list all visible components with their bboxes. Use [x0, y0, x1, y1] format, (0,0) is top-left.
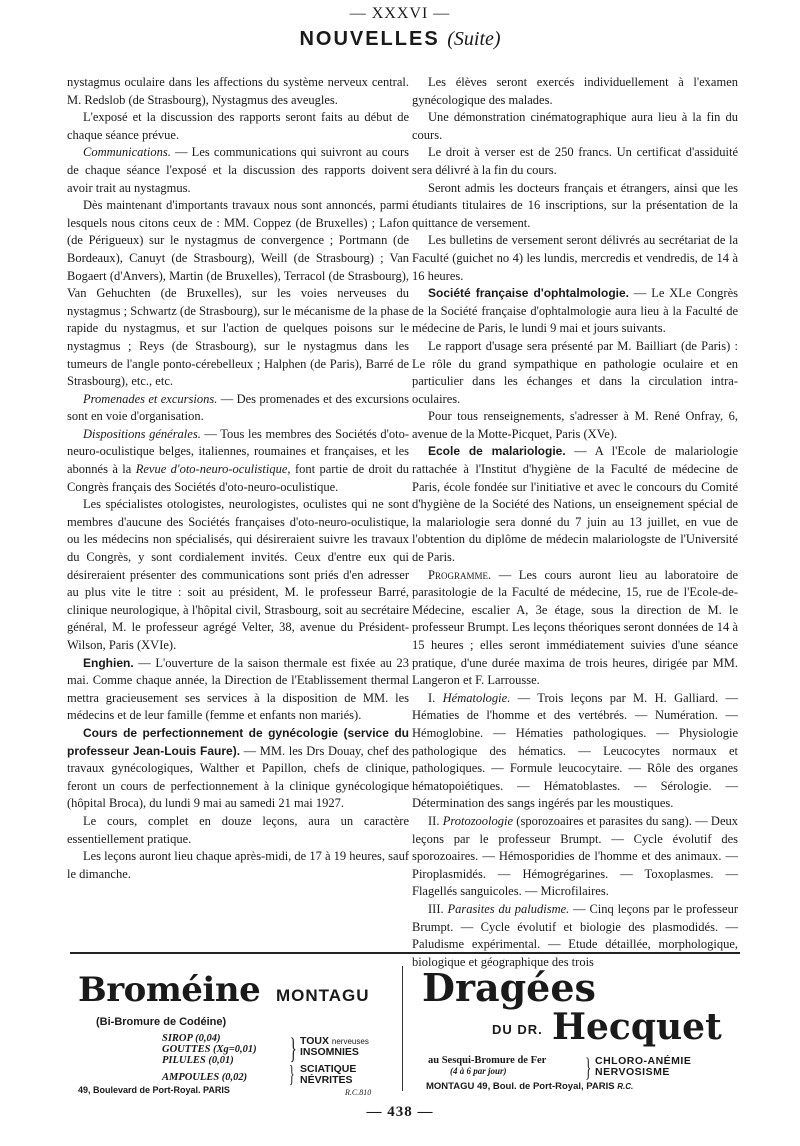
brace-icon: }: [288, 1062, 295, 1088]
ad-code: R.C.810: [345, 1088, 372, 1097]
dosage-item: AMPOULES (0,02): [162, 1072, 248, 1083]
section-number: III.: [428, 901, 448, 916]
ad-address: 49, Boulevard de Port-Royal. PARIS: [78, 1085, 230, 1095]
brace-icon: }: [289, 1032, 297, 1065]
ad-brand-name: Hecquet: [552, 1006, 722, 1048]
ad-subtitle: (Bi-Bromure de Codéine): [96, 1016, 227, 1028]
left-column: [67, 74, 409, 883]
paragraph: nystagmus oculaire dans les affections du système nerveux central. M. Redslob (de Strasbourg), Nystagmus des aveugles.: [67, 75, 409, 107]
paragraph: Le cours, complet en douze leçons, aura un caractère essentiellement pratique.: [67, 813, 409, 846]
ad-maker: MONTAGU: [276, 986, 370, 1005]
paragraph-text: — MM. les Drs Douay, chef des travaux gynécologiques, Walther et Papillon, chefs de clinique, feront un cours de perfectionnement à la clinique gynécologique (hôpital Broca), du lundi 9 mai au samedi 21 mai 1927.: [67, 743, 410, 811]
dosage-item: PILULES (0,01): [162, 1055, 234, 1066]
paragraph: Les élèves seront exercés individuellement à l'examen gynécologique des malades.: [412, 75, 738, 107]
indication: TOUX nerveuses: [300, 1035, 369, 1047]
paragraph: Dès maintenant d'importants travaux nous sont annoncés, parmi lesquels nous citons ceux de : MM. Coppez (de Bruxelles) ; Lafon (de Périgueux) sur le nystagmus de convergence ; Portmann (de Bordeaux), Canuyt (de Strasbourg), Weill (de Strasbourg) ; Van Bogaert (d'Anvers), Martin (de Bruxelles), Terracol (de Strasbourg), Van Gehuchten (de Bruxelles), sur les voies nerveuses du nystagmus ; Schwartz (de Strasbourg), sur le mécanisme de la phase rapide du nystagmus, et sur l'action de quelques poisons sur le nystagmus ; Reys (de Strasbourg), sur le nystagmus dans les tumeurs de l'angle ponto-cérebelleux ; Halphen (de Paris), Barré de Strasbourg), etc., etc.: [67, 198, 409, 389]
paragraph: Une démonstration cinématographique aura lieu à la fin du cours.: [412, 110, 738, 142]
indication: INSOMNIES: [300, 1046, 359, 1058]
paragraph-heading: Ecole de malariologie.: [428, 444, 566, 459]
paragraph-heading: Parasites du paludisme.: [447, 901, 570, 916]
paragraph-text: — Des promenades et des excursions sont en voie d'organisation.: [67, 391, 409, 424]
advertisements: [70, 958, 740, 1098]
paragraph: [67, 725, 409, 813]
paragraph: [412, 567, 738, 690]
ad-dosage-list: [162, 1033, 257, 1083]
ad-composition: [428, 1055, 546, 1077]
right-column: [412, 74, 738, 971]
paragraph-heading: Promenades et excursions.: [83, 391, 218, 406]
roman-page-number: — XXXVI —: [349, 5, 451, 22]
ad-indications: [300, 1036, 369, 1086]
paragraph: Les leçons auront lieu chaque après-midi, de 17 à 19 heures, sauf le dimanche.: [67, 849, 409, 881]
indication: NÉVRITES: [300, 1074, 353, 1086]
paragraph-heading: Hématologie.: [442, 690, 511, 705]
paragraph: [67, 391, 409, 426]
page-header: [0, 4, 800, 52]
indication: SCIATIQUE: [300, 1063, 357, 1075]
paragraph: [412, 690, 738, 813]
paragraph: [67, 426, 409, 496]
composition-text: au Sesqui-Bromure de Fer: [428, 1055, 547, 1066]
paragraph-heading: Société française d'ophtalmologie.: [428, 286, 630, 301]
paragraph: Les bulletins de versement seront délivrés au secrétariat de la Faculté (guichet no 4) les lundis, mercredis et vendredis, de 14 à 16 heures.: [412, 233, 738, 283]
brace-icon: }: [585, 1053, 592, 1082]
section-number: II.: [428, 813, 443, 828]
paragraph-text: — Les cours auront lieu au laboratoire de parasitologie de la Faculté de médecine, 15, rue de l'Ecole-de-Médecine, escalier A, 3e étage, sous la direction de M. le professeur Brumpt. Les leçons théoriques seront données de 14 à 15 heures ; elles seront immédiatement suivies d'une séance pratique, d'une durée maxima de trois heures, dirigée par MM. Langeron et F. Larrousse.: [412, 567, 738, 688]
ad-brand: Broméine: [78, 970, 261, 1010]
paragraph-text: — Trois leçons par M. H. Galliard. — Hématies de l'homme et des vertébrés. — Numération. — Hémoglobine. — Hématies pathologiques. — Physiologie pathologique des hématics. — Leucocytes normaux et pathologiques. — Formule leucocytaire. — Rôle des organes hématopoiétiques. — Hématoblastes. — Sérologie. — Détermination des sangs ingérés par les moustiques.: [412, 690, 738, 811]
ad-address: MONTAGU 49, Boul. de Port-Royal, PARIS R.C.: [426, 1081, 634, 1092]
paragraph-text: — Le XLe Congrès de la Société française d'ophtalmologie aura lieu à la Faculté de médecine de Paris, le lundi 9 mai et jours suivants.: [412, 286, 738, 336]
section-title-suffix: (Suite): [447, 28, 501, 50]
paragraph-heading: Protozoologie: [442, 813, 514, 828]
paragraph-text: — Tous les membres des Sociétés d'oto-neuro-oculistique belges, italiennes, roumaines et françaises, et les abonnés à la: [67, 426, 409, 477]
paragraph: Pour tous renseignements, s'adresser à M. René Onfray, 6, avenue de la Motte-Picquet, Paris (XVe).: [412, 409, 738, 441]
ad-column-divider: [402, 966, 403, 1091]
section-title-text: NOUVELLES: [299, 28, 440, 50]
paragraph-heading: Programme.: [428, 567, 492, 582]
ads-top-rule: [70, 952, 740, 954]
paragraph: [67, 144, 409, 197]
paragraph: Les spécialistes otologistes, neurologistes, oculistes qui ne sont membres d'aucune des Sociétés françaises d'oto-neuro-oculistique, ou les médecins non spécialisés, qui désireraient suivre les travaux du Congrès, y sont cordialement invités. Ceux d'entre eux qui désireraient présenter des communications sont priés d'en adresser au plus vite le titre : soit au président, M. le professeur Barré, clinique neurologique, à l'hôpital civil, Strasbourg, soit au secrétaire général, M. le professeur agrégé Velter, 38, avenue du Président-Wilson, Paris (XVIe).: [67, 497, 409, 652]
ad-indications: [595, 1056, 691, 1078]
ad-dragees-hecquet: [412, 958, 740, 1098]
paragraph-text: — A l'Ecole de malariologie rattachée à l'Institut d'hygiène de la Faculté de médecine de Paris, école fondée sur l'initiative et avec le concours du Comité d'hygiène de la Société des Nations, un enseignement spécial de la malariologie sera donné du 7 juin au 13 juillet, en vue de l'obtention du diplôme de médecin malariologste de l'Université de Paris.: [412, 444, 738, 565]
indication: CHLORO-ANÉMIE: [595, 1055, 692, 1067]
paragraph-text: — Cinq leçons par le professeur Brumpt. — Cycle évolutif et biologie des plasmodidés. — Paludisme expérimental. — Etude détaillée, morphologique, biologique et géographique des trois: [412, 901, 738, 969]
journal-title: Revue d'oto-neuro-oculistique,: [135, 462, 291, 477]
paragraph: [412, 285, 738, 338]
paragraph: Le droit à verser est de 250 francs. Un certificat d'assiduité sera délivré à la fin du cours.: [412, 145, 738, 177]
paragraph: Seront admis les docteurs français et étrangers, ainsi que les étudiants titulaires de 16 inscriptions, sur la présentation de la quittance de versement.: [412, 180, 738, 230]
paragraph-heading: Enghien.: [83, 655, 134, 670]
ad-brand: Dragées: [422, 965, 596, 1010]
paragraph: [412, 443, 738, 566]
paragraph-text: — L'ouverture de la saison thermale est fixée au 23 mai. Comme chaque année, la Direction de l'Etablissement thermal mettra gracieusement ses services à la disposition de MM. les médecins et de leur famille (femme et enfants non mariés).: [67, 655, 409, 723]
dosage-item: SIROP (0,04): [162, 1033, 221, 1044]
paragraph-heading: Communications.: [83, 145, 171, 160]
paragraph-heading: Dispositions générales.: [83, 426, 201, 441]
paragraph: L'exposé et la discussion des rapports seront faits au début de chaque séance prévue.: [67, 110, 409, 142]
ad-bromeine: [70, 958, 395, 1098]
ad-du-dr: DU DR.: [492, 1022, 543, 1037]
paragraph: [67, 655, 409, 725]
dose-text: (4 à 6 par jour): [450, 1066, 507, 1076]
indication: NERVOSISME: [595, 1066, 670, 1078]
paragraph: Le rapport d'usage sera présenté par M. Bailliart (de Paris) : Le rôle du grand sympathique en pathologie oculaire et en particulier dans les échanges et dans la circulation intra-oculaires.: [412, 338, 738, 406]
paragraph-heading: Cours de perfectionnement de gynécologie (service du professeur Jean-Louis Faure).: [67, 725, 409, 758]
dosage-item: GOUTTES (Xg=0,01): [162, 1044, 257, 1055]
page-number: — 438 —: [366, 1104, 434, 1120]
paragraph: [412, 813, 738, 901]
paragraph-text: — Les communications qui suivront au cours de chaque séance l'exposé et la discussion des rapports doivent avoir trait au nystagmus.: [67, 145, 409, 195]
paragraph-text: font partie de droit du Congrès français des Sociétés d'oto-neuro-oculistique.: [67, 462, 410, 494]
section-number: I.: [428, 690, 443, 705]
section-title: [0, 26, 800, 52]
ad-code: R.C.: [617, 1082, 634, 1091]
paragraph-text: (sporozoaires et parasites du sang). — Deux leçons par le professeur Brumpt. — Cycle évolutif des sporozoaires. — Hémosporidies de l'homme et des animaux. — Piroplasmidés. — Hémogrégarines. — Toxoplasmes. — Flagellés sanguicoles. — Microfilaires.: [412, 813, 738, 899]
